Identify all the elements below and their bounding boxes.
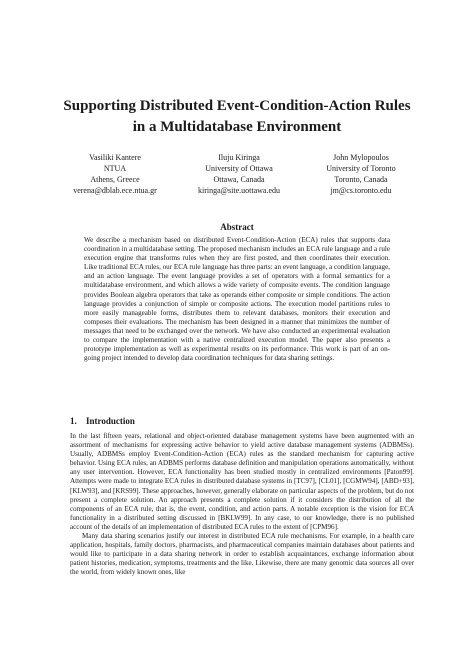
author-email: jm@cs.toronto.edu: [330, 186, 392, 195]
author-affiliation: University of Toronto: [326, 164, 396, 173]
author-affiliation: University of Ottawa: [205, 164, 273, 173]
abstract-text: We describe a mechanism based on distributed Event-Condition-Action (ECA) rules that supports data coordination in a multidatabase setting. The proposed mechanism includes an ECA rule language and a rule execution engine that transforms rules when they are first posted, and then coordinates their execution. Like traditional ECA rules, our ECA rule language has three parts: an event language, a condition language, and an action language. The event language provides a set of operators with a formal semantics for a multidatabase environment, and which allows a wide variety of composite events. The condition language provides Boolean algebra operators that take as operands either composite or simple conditions. The action language provides a conjunction of simple or composite actions. The execution model partitions rules to more easily manageable forms, distributes them to relevant databases, monitors their execution and composes their evaluations. The mechanism has been designed in a manner that minimizes the number of messages that need to be exchanged over the network. We have also conducted an experimental evaluation to compare the implementation with a native centralized execution model. The paper also presents a prototype implementation as well as experimental results on its performance. This work is part of an on-going project intended to develop data coordination techniques for data sharing settings.: [84, 236, 390, 363]
author-block: [56, 152, 418, 196]
author-name: John Mylopoulos: [333, 153, 389, 162]
paper-title-line-1: Supporting Distributed Event-Condition-Action Rules: [63, 98, 411, 114]
author-email: verena@dblab.ece.ntua.gr: [73, 186, 157, 195]
paragraph: In the last fifteen years, relational and object-oriented database management systems have been augmented with an assortment of mechanisms for expressing active behavior to yield active database management systems (ADBMSs). Usually, ADBMSs employ Event-Condition-Action (ECA) rules as the standard mechanism for capturing active behavior. Using ECA rules, an ADBMS performs database definition and manipulation operations automatically, without any user intervention. However, ECA functionality has been studied mostly in centralized environments [Paton99]. Attempts were made to integrate ECA rules in distributed database systems in [TC97], [CL01], [CGMW94], [ABD+93], [KLW93], and [KRS99]. These approaches, however, generally elaborate on particular aspects of the problem, but do not present a complete solution. An approach presents a complete solution if it considers the distribution of all the components of an ECA rule, that is, the event, condition, and action parts. A notable exception is the vision for ECA functionality in a distributed setting discussed in [BKLW99]. In any case, to our knowledge, there is no published account of the details of an implementation of distributed ECA rules to the extent of [CPM96].: [70, 432, 414, 531]
author-2: [180, 152, 298, 196]
section-title: Introduction: [86, 416, 135, 426]
paper-title-line-2: in a Multidatabase Environment: [132, 119, 342, 135]
author-affiliation: NTUA: [103, 164, 127, 173]
author-3: [304, 152, 418, 196]
paragraph: Many data sharing scenarios justify our interest in distributed ECA rule mechanisms. For example, in a health care application, hospitals, family doctors, pharmacists, and pharmaceutical companies maintain databases about patients and would like to participate in a data sharing network in order to establish acquaintances, exchange information about patient histories, medication, symptoms, treatments and the like. Likewise, there are many genomic data sources all over the world, from widely known ones, like: [70, 532, 414, 577]
author-name: Vasiliki Kantere: [89, 153, 141, 162]
section-number: 1.: [70, 416, 77, 426]
author-email: kiringa@site.uottawa.edu: [197, 186, 280, 195]
author-location: Toronto, Canada: [334, 175, 388, 184]
author-name: Iluju Kiringa: [218, 153, 260, 162]
introduction-body: [70, 432, 414, 578]
author-location: Ottawa, Canada: [213, 175, 265, 184]
abstract-heading: Abstract: [220, 222, 254, 232]
author-location: Athens, Greece: [90, 175, 140, 184]
section-heading-introduction: [70, 416, 135, 426]
author-1: [56, 152, 174, 196]
